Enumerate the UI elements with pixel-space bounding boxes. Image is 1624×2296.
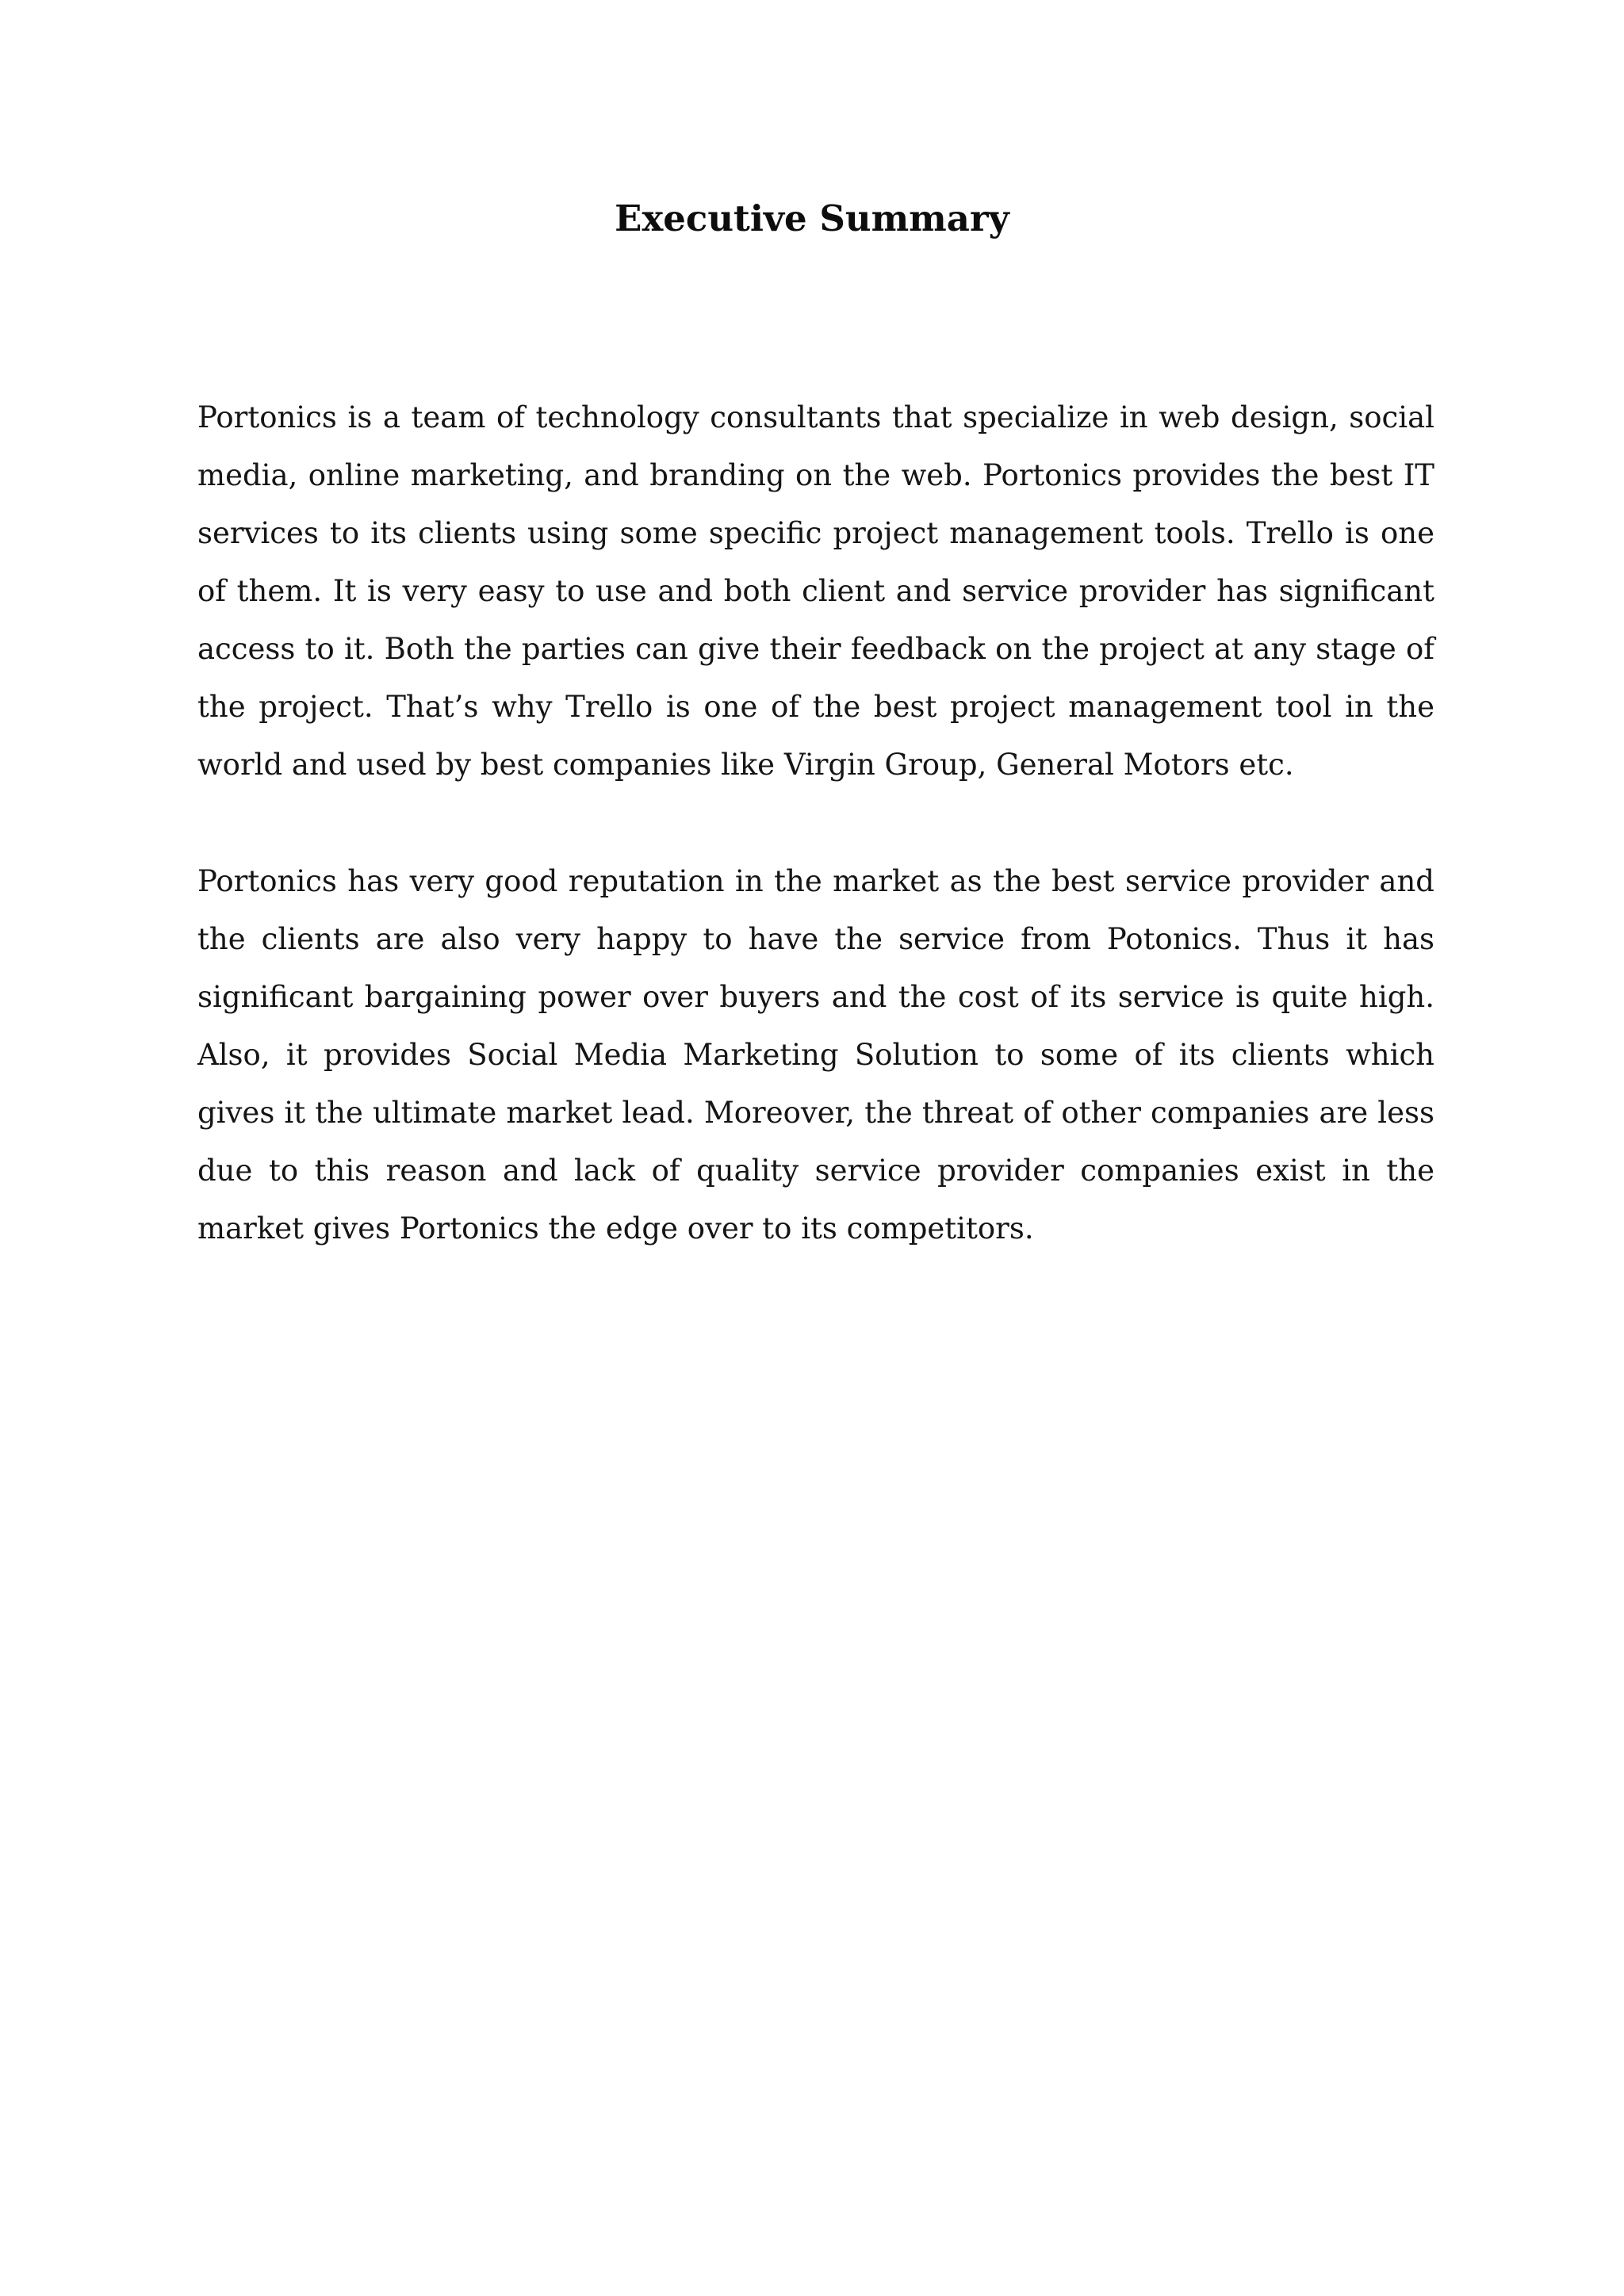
paragraph-1: Portonics is a team of technology consultants that specialize in web design, social media, online marketing, and branding on the web. Portonics provides the best IT services to its clients using some specific project management tools. Trello is one of them. It is very easy to use and both client and service provider has significant access to it. Both the parties can give their feedback on the project at any stage of the project. That’s why Trello is one of the best project management tool in the world and used by best companies like Virgin Group, General Motors etc. xyxy=(197,400,1434,782)
paragraph-2: Portonics has very good reputation in the market as the best service provider and the clients are also very happy to have the service from Potonics. Thus it has significant bargaining power over buyers and the cost of its service is quite high. Also, it provides Social Media Marketing Solution to some of its clients which gives it the ultimate market lead. Moreover, the threat of other companies are less due to this reason and lack of quality service provider companies exist in the market gives Portonics the edge over to its competitors. xyxy=(197,864,1434,1246)
page-title: Executive Summary xyxy=(615,197,1009,239)
